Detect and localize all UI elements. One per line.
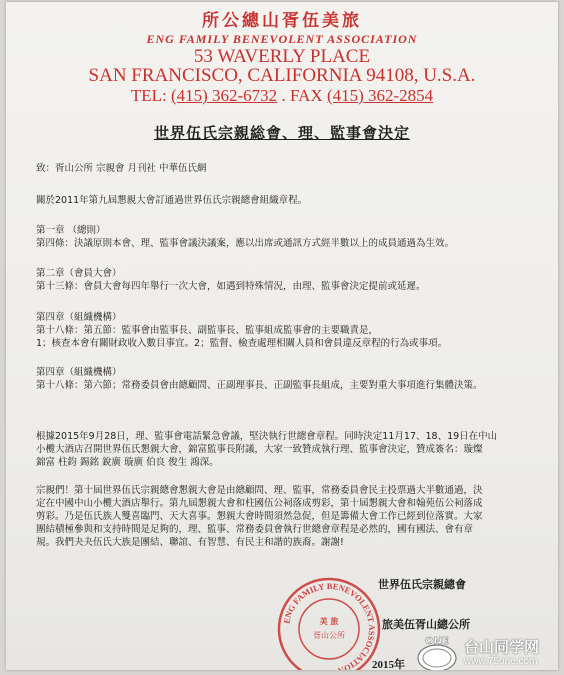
section-heading: 第四章（組織機構） — [36, 312, 122, 323]
letterhead-chinese-name: 所公總山胥伍美旅 — [202, 11, 362, 31]
fax-label: . FAX — [281, 86, 323, 105]
section-line: 1；核查本會有關財政收入數目事宜。2；監督、檢查處理相關人員和會員違反章程的行為或事項。 — [36, 338, 448, 349]
paragraph-line: 宗親們！第十屆世界伍氏宗親總會懇親大會是由總顧問、理、監事，常務委員會民主投票過大半數通過，決 — [36, 485, 483, 496]
section-1 — [36, 224, 536, 250]
seal-top-text: 美 旅 — [319, 617, 339, 626]
section-4 — [36, 366, 536, 392]
association-seal-icon — [274, 574, 384, 675]
appeal-paragraph — [36, 484, 536, 549]
seal-ring-text: ENG FAMILY BENEVOLENT ASSOCIATION — [281, 580, 378, 675]
document-title: 世界伍氏宗親総會、理、監事會決定 — [153, 124, 410, 142]
section-heading: 第四章（組織機構） — [36, 367, 122, 378]
signatory-world-association: 世界伍氏宗親總會 — [378, 578, 466, 591]
fax-number: (415) 362-2854 — [326, 86, 434, 105]
paragraph-line: 根據2015年9月28日，理、監事會電話緊急會議，堅決執行世總會章程。同時決定11月17、18、19日在中山 — [36, 431, 498, 442]
signatory-sf-association: 旅美伍胥山總公所 — [382, 618, 470, 631]
document-date: 2015年 — [372, 659, 405, 670]
seal-center-text: 胥山公所 — [313, 631, 345, 640]
letterhead-english-name: ENG FAMILY BENEVOLENT ASSOCIATION — [146, 32, 418, 46]
paragraph-line: 錦富 柱鈞 錫銘 銳廣 璇廣 伯良 俊生 鴻深。 — [36, 457, 219, 468]
paragraph-line: 定在中國中山小欖大酒店舉行。第九屆懇親大會和柱國伍公祠落成剪彩，第十屆懇親大會和翰苑伍公祠落成 — [36, 498, 483, 509]
watermark-logo-text: ONE — [425, 636, 449, 647]
paragraph-line: 剪彩。乃是伍氏族人雙喜臨門、天大喜事。懇親大會時間須然急促，但是籌備大會工作已經到位落實。大家 — [36, 511, 483, 522]
section-2 — [36, 267, 536, 293]
paragraph-line: 團結積極參與和支持時間是足夠的，理、監事、常務委員會執行世總會章程是必然的，國有國法、會有章 — [36, 524, 474, 535]
document-sheet — [6, 2, 558, 675]
watermark-site-name: 台山同学网 — [464, 638, 540, 656]
section-3 — [36, 311, 536, 350]
tel-label: TEL: — [130, 86, 167, 105]
resolution-paragraph — [36, 430, 536, 469]
letterhead-city: SAN FRANCISCO, CALIFORNIA 94108, U.S.A. — [88, 65, 476, 86]
section-heading: 第二章（會員大會） — [36, 268, 122, 279]
paragraph-line: 規。我們夬夬伍氏大族是團結、聯誼、有智慧、有民主和諧的族裔。謝謝! — [36, 537, 344, 548]
section-heading: 第一章 （總則） — [36, 225, 106, 236]
section-line: 第四條：決議原則本會、理、監事會議決議案，應以出席或通訊方式經半數以上的成員通過為生效。 — [36, 238, 455, 249]
watermark-logo-icon — [416, 634, 458, 670]
section-line: 第十八條：第六節；常務委員會由總顧問、正副理事長、正副監事長組成，主要對重大事項進行集體決策。 — [36, 380, 483, 391]
intro-line: 關於2011年第九屆懇親大會訂通過世界伍氏宗親總會組織章程。 — [36, 195, 308, 206]
section-line: 第十八條：第五節：監事會由監事長、副監事長、監事組成監事會的主要職責是， — [36, 325, 379, 336]
section-line: 第十三條：會員大會每四年舉行一次大會，如遇到特殊情況，由理、監事會決定提前或延遲。 — [36, 281, 426, 292]
letterhead-phone-line — [6, 86, 558, 106]
letterhead-address: 53 WAVERLY PLACE — [193, 46, 371, 67]
recipients-line: 致：胥山公所 宗親會 月刊社 中華伍氏網 — [36, 163, 207, 174]
watermark-url: www.75one.com — [464, 656, 538, 667]
paragraph-line: 小欖大酒店召開世界伍氏懇親大會，錦富監事長附議，大家一致贊成執行理、監事會決定，贊成簽名：璇燦 — [36, 444, 483, 455]
tel-number: (415) 362-6732 — [170, 86, 278, 105]
